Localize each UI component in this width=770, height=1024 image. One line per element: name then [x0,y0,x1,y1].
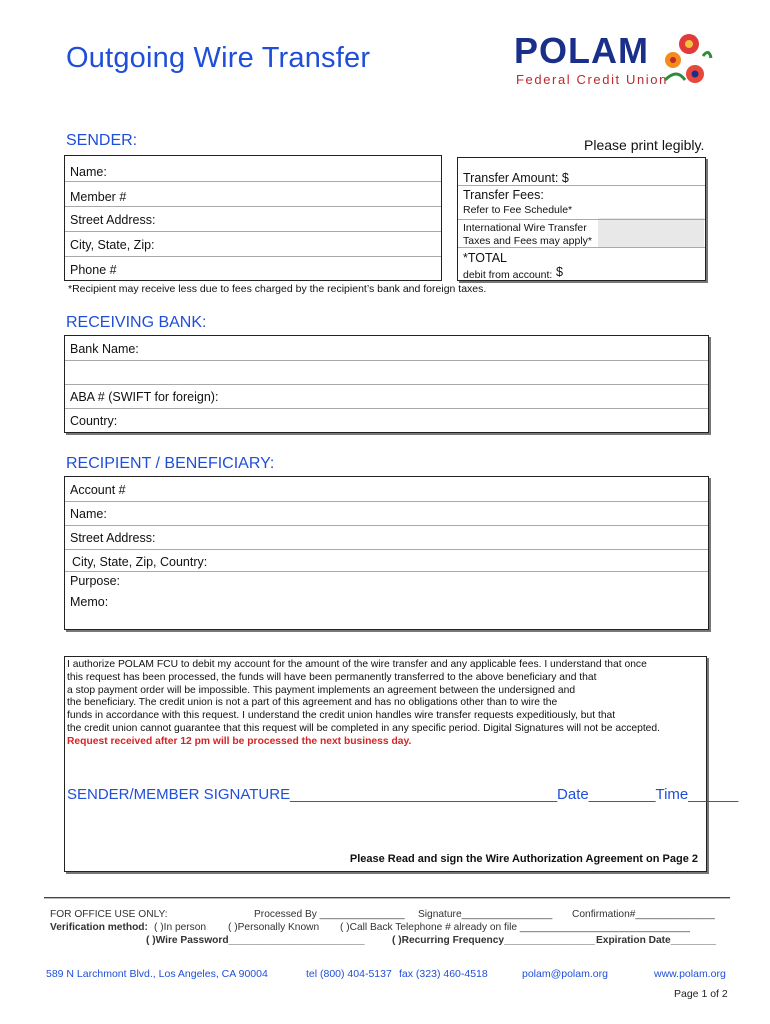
bank-name-label: Bank Name: [70,342,139,356]
expiration-date-field[interactable]: Expiration Date________ [596,935,717,946]
sender-member-label: Member # [70,190,127,204]
transfer-amount-box [457,157,706,281]
sender-heading: SENDER: [66,132,138,149]
recipient-box [64,476,709,630]
receiving-bank-heading: RECEIVING BANK: [66,314,207,331]
sender-name-row[interactable] [65,156,441,182]
logo-name: POLAM [514,30,649,71]
sender-name-label: Name: [70,165,107,179]
page2-note: Please Read and sign the Wire Authorization Agreement on Page 2 [349,853,698,865]
office-use-label: FOR OFFICE USE ONLY: [50,909,168,920]
intl-fee-line2: Taxes and Fees may apply* [463,235,592,247]
page-number: Page 1 of 2 [674,988,728,1000]
footer-tel: tel (800) 404-5137 [306,968,392,980]
debit-dollar: $ [556,265,563,279]
receiving-bank-box [64,335,709,433]
sender-footnote: *Recipient may receive less due to fees charged by the recipient’s bank and foreign taxes. [68,283,487,295]
bank-name-row[interactable] [65,336,708,361]
authorization-line: the credit union cannot guarantee that this request will be completed in any specific period. Digital Signatures will not be accepted. [67,722,660,734]
bank-aba-label: ABA # (SWIFT for foreign): [70,390,219,404]
flower-logo-icon [655,30,715,92]
footer-email[interactable]: polam@polam.org [522,968,608,980]
intl-fee-cell[interactable] [598,218,704,248]
in-person-option[interactable]: ( )In person [154,922,207,933]
authorization-line: funds in accordance with this request. I understand the credit union handles wire transfer requests expeditiously, but that [67,710,616,722]
bank-country-label: Country: [70,414,118,428]
footer-address: 589 N Larchmont Blvd., Los Angeles, CA 90004 [46,968,268,980]
sender-phone-label: Phone # [70,263,117,277]
recurring-frequency-option[interactable]: ( )Recurring Frequency________________ [392,935,595,946]
total-label: *TOTAL [463,251,507,265]
bank-name-input-row[interactable] [65,360,708,385]
authorization-line: a stop payment order will be impossible. This payment implements an agreement between the undersigned and [67,684,576,696]
wire-password-option[interactable]: ( )Wire Password________________________ [146,935,365,946]
authorization-line: this request has been processed, the funds will have been permanently transferred to the above beneficiary and that [67,671,597,683]
personally-known-option[interactable]: ( )Personally Known [228,922,320,933]
fee-schedule-note: Refer to Fee Schedule* [463,204,573,216]
recipient-address-label: Street Address: [70,531,156,545]
authorization-box [64,656,739,872]
office-signature-field[interactable]: Signature________________ [418,909,553,920]
verification-label: Verification method: [50,922,148,933]
call-back-option[interactable]: ( )Call Back Telephone # already on file ______________________________ [340,922,690,933]
authorization-text [67,659,703,749]
footer-fax: fax (323) 460-4518 [399,968,488,980]
sender-address-label: Street Address: [70,213,156,227]
transfer-amount-label: Transfer Amount: $ [463,171,569,185]
recipient-account-row[interactable] [65,477,708,502]
processed-by-field[interactable]: Processed By _______________ [254,909,405,920]
recipient-name-label: Name: [70,507,107,521]
logo-subtitle: Federal Credit Union [516,72,668,87]
recipient-address-row[interactable] [65,525,708,550]
debit-label: debit from account: [463,269,553,281]
total-divider [458,247,705,248]
print-note: Please print legibly. [584,137,705,153]
authorization-line: I authorize POLAM FCU to debit my account for the amount of the wire transfer and any applicable fees. I understand that once [67,659,647,670]
recipient-memo-label: Memo: [70,595,109,609]
page-title: Outgoing Wire Transfer [66,42,371,74]
recipient-purpose-label: Purpose: [70,574,121,588]
fee-divider [458,219,705,220]
recipient-heading: RECIPIENT / BENEFICIARY: [66,455,275,472]
sender-box [64,155,442,281]
authorization-line: the beneficiary. The credit union is not a part of this agreement and has no obligations other than to wire the [67,697,558,709]
cutoff-time-note: Request received after 12 pm will be processed the next business day. [67,735,412,747]
recipient-city-label: City, State, Zip, Country: [72,555,208,569]
confirmation-field[interactable]: Confirmation#______________ [572,909,715,920]
recipient-account-label: Account # [70,483,126,497]
sender-city-label: City, State, Zip: [70,238,155,252]
office-divider [44,897,730,898]
recipient-name-row[interactable] [65,501,708,526]
footer-website[interactable]: www.polam.org [654,968,726,980]
transfer-fees-label: Transfer Fees: [463,188,544,202]
intl-fee-line1: International Wire Transfer [463,222,587,234]
signature-line[interactable]: SENDER/MEMBER SIGNATURE________________________________Date________Time______ [67,786,739,803]
